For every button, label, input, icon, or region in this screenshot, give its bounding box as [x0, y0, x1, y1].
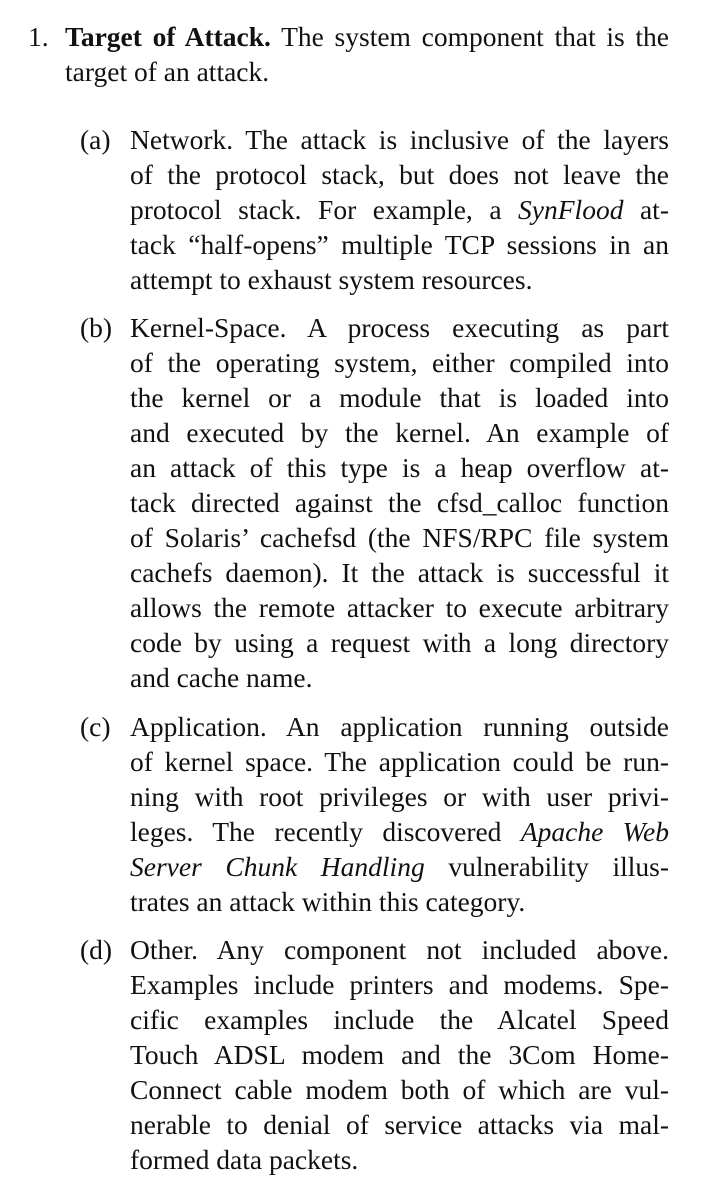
subitem-label: (d): [80, 934, 113, 965]
text-line: [130, 122, 669, 157]
text-line: [65, 19, 669, 54]
text-line: [130, 884, 669, 919]
italic-term: Apache Web: [520, 816, 669, 847]
text-line: [130, 1037, 669, 1072]
subitem-label: (c): [80, 711, 111, 742]
text-line: [130, 415, 669, 450]
text-line: [130, 709, 669, 744]
text-line: [130, 849, 669, 884]
text-span: at-: [623, 194, 669, 225]
text-line: [130, 192, 669, 227]
text-line: [130, 967, 669, 1002]
text-line: [130, 262, 669, 297]
text-span: code by using a request with a long directory: [130, 627, 669, 658]
text-span: the kernel or a module that is loaded into: [130, 382, 669, 413]
text-line: [130, 1072, 669, 1107]
subitem-text: [130, 709, 669, 919]
text-span: Connect cable modem both of which are vul-: [130, 1074, 669, 1105]
text-line: [130, 555, 669, 590]
text-line: [130, 625, 669, 660]
text-line: [130, 660, 669, 695]
text-span: of kernel space. The application could be run-: [130, 746, 669, 777]
text-line: [130, 345, 669, 380]
subitem-text: [130, 122, 669, 297]
text-span: Network. The attack is inclusive of the layers: [130, 124, 669, 155]
italic-term: SynFlood: [518, 194, 624, 225]
text-span: Kernel-Space. A process executing as part: [130, 312, 669, 343]
text-span: tack directed against the cfsd_calloc function: [130, 487, 669, 518]
text-span: of the operating system, either compiled into: [130, 347, 669, 378]
text-span: attempt to exhaust system resources.: [130, 264, 533, 295]
text-line: [130, 1107, 669, 1142]
text-line: [130, 779, 669, 814]
item-text: [65, 19, 669, 89]
text-span: tack “half-opens” multiple TCP sessions in an: [130, 229, 669, 260]
text-line: [130, 520, 669, 555]
text-span: ning with root privileges or with user privi-: [130, 781, 669, 812]
text-span: cific examples include the Alcatel Speed: [130, 1004, 669, 1035]
item-number: 1.: [28, 21, 49, 52]
text-line: [130, 814, 669, 849]
subitem-text: [130, 932, 669, 1177]
text-line: [130, 450, 669, 485]
bold-heading: Target of Attack.: [65, 21, 271, 52]
text-span: of Solaris’ cachefsd (the NFS/RPC file system: [130, 522, 669, 553]
text-span: Application. An application running outside: [130, 711, 669, 742]
text-span: Other. Any component not included above.: [130, 934, 669, 965]
text-span: Examples include printers and modems. Spe-: [130, 969, 669, 1000]
text-span: an attack of this type is a heap overflow at-: [130, 452, 669, 483]
text-span: formed data packets.: [130, 1144, 359, 1175]
text-span: Touch ADSL modem and the 3Com Home-: [130, 1039, 669, 1070]
text-span: target of an attack.: [65, 56, 270, 87]
text-line: [130, 932, 669, 967]
text-line: [130, 485, 669, 520]
text-line: [130, 157, 669, 192]
text-line: [130, 310, 669, 345]
text-span: and executed by the kernel. An example of: [130, 417, 669, 448]
text-line: [130, 1142, 669, 1177]
text-span: The system component that is the: [270, 21, 670, 52]
text-line: [65, 54, 669, 89]
text-line: [130, 1002, 669, 1037]
text-span: trates an attack within this category.: [130, 886, 526, 917]
text-span: cachefs daemon). It the attack is successful it: [130, 557, 669, 588]
text-span: vulnerability illus-: [424, 851, 669, 882]
text-span: protocol stack. For example, a: [130, 194, 519, 225]
text-span: leges. The recently discovered: [130, 816, 521, 847]
text-span: and cache name.: [130, 662, 313, 693]
text-span: of the protocol stack, but does not leave the: [130, 159, 669, 190]
text-line: [130, 744, 669, 779]
text-line: [130, 590, 669, 625]
subitem-label: (a): [80, 124, 111, 155]
text-line: [130, 380, 669, 415]
text-span: nerable to denial of service attacks via mal-: [130, 1109, 669, 1140]
italic-term: Server Chunk Handling: [130, 851, 425, 882]
text-line: [130, 227, 669, 262]
subitem-text: [130, 310, 669, 695]
text-span: allows the remote attacker to execute arbitrary: [130, 592, 669, 623]
subitem-label: (b): [80, 312, 113, 343]
